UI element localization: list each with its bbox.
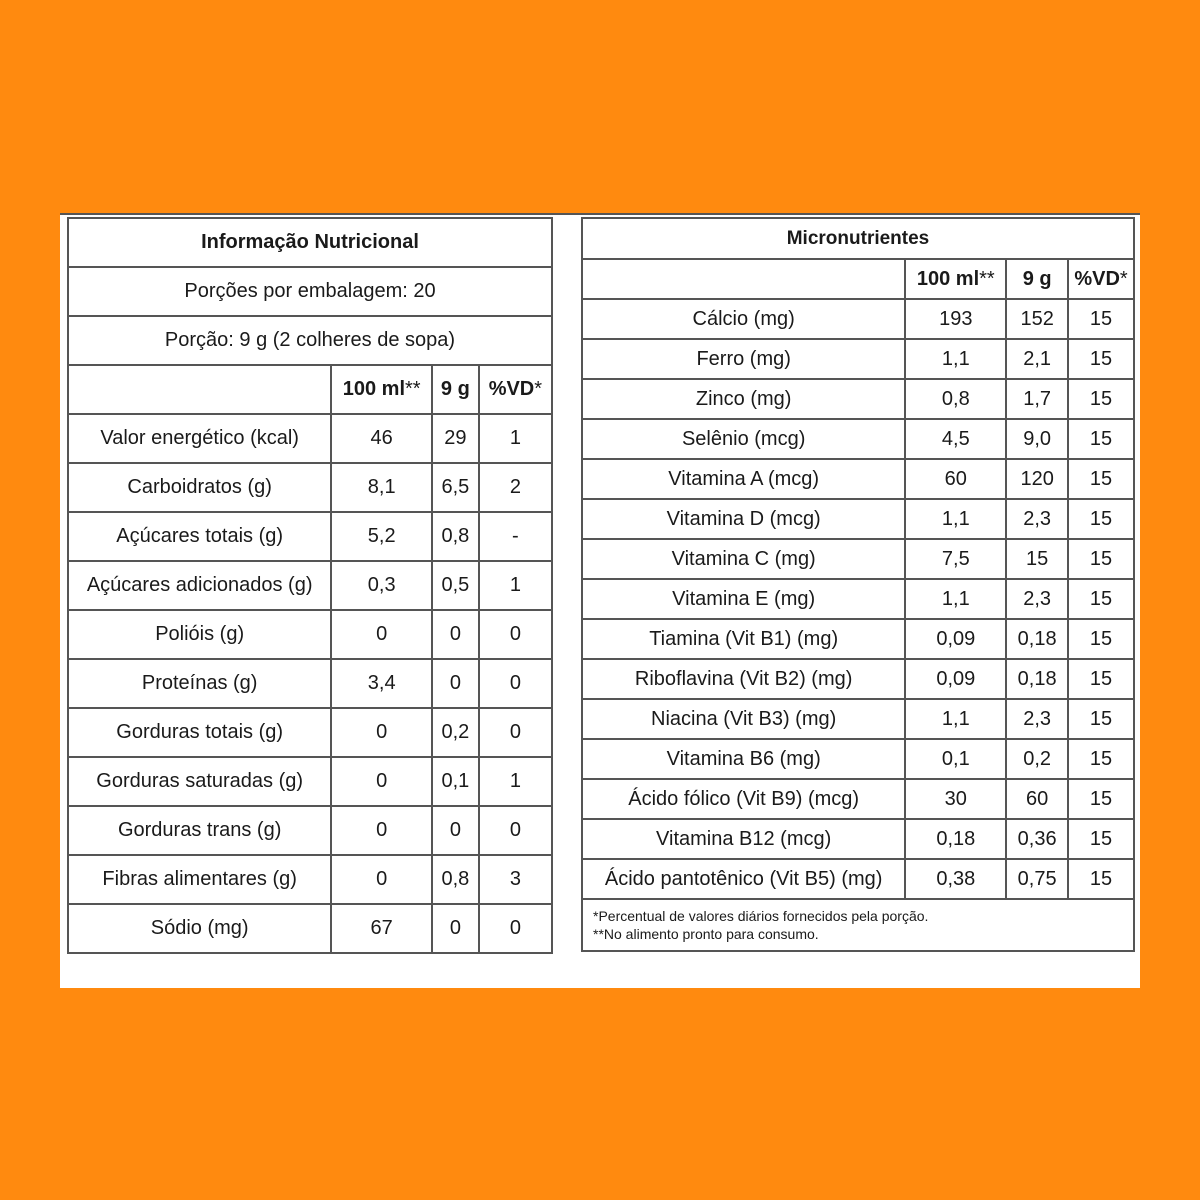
table-row — [68, 904, 552, 953]
value-9g: 6,5 — [432, 463, 479, 512]
table-row — [582, 299, 1134, 339]
value-100ml: 0,18 — [905, 819, 1006, 859]
value-9g: 0,75 — [1006, 859, 1068, 899]
value-vd: 15 — [1068, 819, 1134, 859]
value-100ml: 0,38 — [905, 859, 1006, 899]
nutrient-name: Vitamina A (mcg) — [582, 459, 905, 499]
value-vd: 15 — [1068, 459, 1134, 499]
value-vd: 15 — [1068, 659, 1134, 699]
value-9g: 120 — [1006, 459, 1068, 499]
value-9g: 9,0 — [1006, 419, 1068, 459]
value-vd: 15 — [1068, 539, 1134, 579]
nutrient-name: Ácido fólico (Vit B9) (mcg) — [582, 779, 905, 819]
value-vd: 0 — [479, 610, 552, 659]
value-vd: 15 — [1068, 739, 1134, 779]
value-100ml: 3,4 — [331, 659, 432, 708]
value-100ml: 1,1 — [905, 699, 1006, 739]
value-100ml: 0 — [331, 708, 432, 757]
value-9g: 0 — [432, 806, 479, 855]
nutrient-name: Ácido pantotênico (Vit B5) (mg) — [582, 859, 905, 899]
header-nutrient — [582, 259, 905, 299]
value-vd: 15 — [1068, 419, 1134, 459]
value-9g: 0,8 — [432, 855, 479, 904]
column-header-row — [68, 365, 552, 414]
nutrient-name: Vitamina E (mg) — [582, 579, 905, 619]
value-9g: 0 — [432, 659, 479, 708]
nutrient-name: Gorduras saturadas (g) — [68, 757, 331, 806]
value-100ml: 0 — [331, 610, 432, 659]
nutrient-name: Açúcares totais (g) — [68, 512, 331, 561]
nutrient-name: Vitamina B6 (mg) — [582, 739, 905, 779]
table-row — [68, 414, 552, 463]
nutrient-name: Selênio (mcg) — [582, 419, 905, 459]
table-row — [582, 499, 1134, 539]
value-100ml: 5,2 — [331, 512, 432, 561]
table-row — [582, 379, 1134, 419]
nutrient-name: Gorduras trans (g) — [68, 806, 331, 855]
value-vd: 15 — [1068, 499, 1134, 539]
value-9g: 0,36 — [1006, 819, 1068, 859]
value-9g: 0,18 — [1006, 659, 1068, 699]
header-nutrient — [68, 365, 331, 414]
value-vd: 0 — [479, 708, 552, 757]
value-9g: 0,8 — [432, 512, 479, 561]
value-100ml: 0,3 — [331, 561, 432, 610]
table-row — [68, 512, 552, 561]
nutrient-name: Cálcio (mg) — [582, 299, 905, 339]
nutrition-title: Informação Nutricional — [68, 218, 552, 267]
header-vd: %VD* — [1068, 259, 1134, 299]
value-100ml: 30 — [905, 779, 1006, 819]
header-100ml: 100 ml** — [905, 259, 1006, 299]
header-9g: 9 g — [432, 365, 479, 414]
nutrition-panel — [60, 213, 1140, 988]
value-9g: 60 — [1006, 779, 1068, 819]
nutrient-name: Ferro (mg) — [582, 339, 905, 379]
value-vd: 0 — [479, 659, 552, 708]
nutrient-name: Valor energético (kcal) — [68, 414, 331, 463]
value-9g: 0 — [432, 610, 479, 659]
value-100ml: 0 — [331, 855, 432, 904]
value-9g: 0,2 — [432, 708, 479, 757]
nutrient-name: Carboidratos (g) — [68, 463, 331, 512]
value-100ml: 4,5 — [905, 419, 1006, 459]
value-100ml: 60 — [905, 459, 1006, 499]
value-100ml: 1,1 — [905, 499, 1006, 539]
table-row — [582, 739, 1134, 779]
footnotes — [582, 899, 1134, 951]
table-row — [582, 339, 1134, 379]
value-100ml: 0,09 — [905, 619, 1006, 659]
servings-per-package: Porções por embalagem: 20 — [68, 267, 552, 316]
value-vd: 15 — [1068, 339, 1134, 379]
value-100ml: 193 — [905, 299, 1006, 339]
nutrient-name: Vitamina D (mcg) — [582, 499, 905, 539]
table-row — [582, 619, 1134, 659]
table-row — [68, 855, 552, 904]
value-vd: 15 — [1068, 779, 1134, 819]
nutrient-name: Vitamina C (mg) — [582, 539, 905, 579]
value-100ml: 67 — [331, 904, 432, 953]
value-vd: 15 — [1068, 299, 1134, 339]
value-100ml: 46 — [331, 414, 432, 463]
value-100ml: 0 — [331, 757, 432, 806]
value-9g: 29 — [432, 414, 479, 463]
value-vd: 15 — [1068, 379, 1134, 419]
value-100ml: 1,1 — [905, 339, 1006, 379]
value-vd: - — [479, 512, 552, 561]
table-row — [68, 463, 552, 512]
nutrient-name: Niacina (Vit B3) (mg) — [582, 699, 905, 739]
nutrient-name: Fibras alimentares (g) — [68, 855, 331, 904]
value-9g: 0,18 — [1006, 619, 1068, 659]
nutrient-name: Proteínas (g) — [68, 659, 331, 708]
value-9g: 2,3 — [1006, 699, 1068, 739]
header-100ml: 100 ml** — [331, 365, 432, 414]
value-9g: 15 — [1006, 539, 1068, 579]
value-vd: 0 — [479, 904, 552, 953]
value-vd: 15 — [1068, 859, 1134, 899]
table-row — [582, 819, 1134, 859]
table-row — [68, 561, 552, 610]
value-vd: 3 — [479, 855, 552, 904]
table-row — [582, 579, 1134, 619]
footnote-ready: **No alimento pronto para consumo. — [593, 926, 819, 942]
value-9g: 0,1 — [432, 757, 479, 806]
table-row — [68, 757, 552, 806]
table-row — [68, 806, 552, 855]
value-vd: 1 — [479, 757, 552, 806]
value-vd: 1 — [479, 414, 552, 463]
table-row — [582, 699, 1134, 739]
nutrient-name: Tiamina (Vit B1) (mg) — [582, 619, 905, 659]
nutrient-name: Zinco (mg) — [582, 379, 905, 419]
value-100ml: 0 — [331, 806, 432, 855]
nutrient-name: Polióis (g) — [68, 610, 331, 659]
value-9g: 0,5 — [432, 561, 479, 610]
header-vd: %VD* — [479, 365, 552, 414]
value-100ml: 0,8 — [905, 379, 1006, 419]
table-row — [68, 610, 552, 659]
nutrient-name: Sódio (mg) — [68, 904, 331, 953]
table-row — [582, 779, 1134, 819]
nutrient-name: Riboflavina (Vit B2) (mg) — [582, 659, 905, 699]
nutrient-name: Vitamina B12 (mcg) — [582, 819, 905, 859]
value-100ml: 0,09 — [905, 659, 1006, 699]
value-9g: 2,3 — [1006, 579, 1068, 619]
value-100ml: 0,1 — [905, 739, 1006, 779]
micronutrients-table — [581, 217, 1135, 952]
table-row — [68, 659, 552, 708]
value-vd: 0 — [479, 806, 552, 855]
table-row — [582, 659, 1134, 699]
table-row — [582, 539, 1134, 579]
value-100ml: 8,1 — [331, 463, 432, 512]
value-100ml: 1,1 — [905, 579, 1006, 619]
value-100ml: 7,5 — [905, 539, 1006, 579]
table-row — [582, 859, 1134, 899]
value-vd: 15 — [1068, 619, 1134, 659]
value-vd: 15 — [1068, 579, 1134, 619]
value-9g: 2,1 — [1006, 339, 1068, 379]
value-vd: 2 — [479, 463, 552, 512]
nutrient-name: Açúcares adicionados (g) — [68, 561, 331, 610]
table-row — [582, 459, 1134, 499]
nutrient-name: Gorduras totais (g) — [68, 708, 331, 757]
table-row — [582, 419, 1134, 459]
value-vd: 15 — [1068, 699, 1134, 739]
value-9g: 0 — [432, 904, 479, 953]
value-vd: 1 — [479, 561, 552, 610]
column-header-row — [582, 259, 1134, 299]
header-9g: 9 g — [1006, 259, 1068, 299]
value-9g: 1,7 — [1006, 379, 1068, 419]
value-9g: 152 — [1006, 299, 1068, 339]
portion-size: Porção: 9 g (2 colheres de sopa) — [68, 316, 552, 365]
footnote-vd: *Percentual de valores diários fornecidos pela porção. — [593, 908, 929, 924]
value-9g: 2,3 — [1006, 499, 1068, 539]
nutrition-facts-table — [67, 217, 553, 954]
table-row — [68, 708, 552, 757]
micronutrients-title: Micronutrientes — [582, 218, 1134, 259]
value-9g: 0,2 — [1006, 739, 1068, 779]
